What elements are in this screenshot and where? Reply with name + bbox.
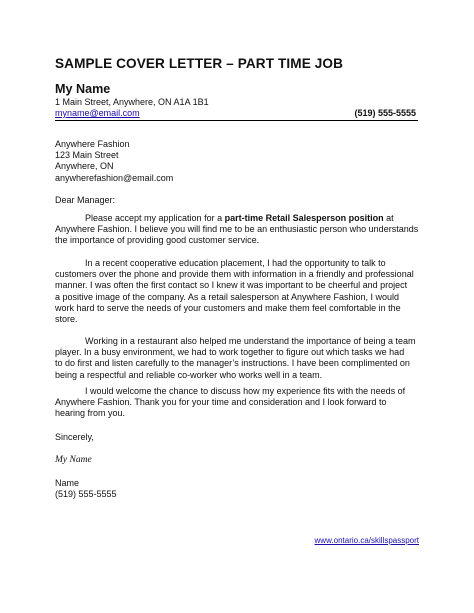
paragraph-text: at (383, 213, 394, 223)
salutation (55, 195, 427, 206)
paragraph-line: Anywhere Fashion. Thank you for your time and consideration and I look forward to (55, 397, 387, 408)
paragraph-line: manner. I was often the first contact so I knew it was important to be cheerful and project (55, 280, 408, 291)
paragraph-line: player. In a busy environment, we had to work together to figure out which tasks we had (55, 347, 405, 358)
sender-address: 1 Main Street, Anywhere, ON A1A 1B1 (55, 97, 209, 107)
recipient-email: anywherefashion@email.com (55, 172, 174, 183)
paragraph-text: Please accept my application for a (85, 213, 225, 223)
signature-phone: (519) 555-5555 (55, 489, 117, 500)
closing-text: Sincerely, (55, 432, 94, 442)
paragraph-line: hearing from you. (55, 408, 126, 419)
paragraph-4 (55, 386, 427, 420)
footer-link[interactable]: www.ontario.ca/skillspassport (314, 536, 419, 545)
salutation-text: Dear Manager: (55, 195, 116, 205)
recipient-city: Anywhere, ON (55, 161, 114, 172)
paragraph-line: to do first and listen carefully to the manager’s instructions. I have been complimented on (55, 358, 410, 369)
paragraph-line: In a recent cooperative education placement, I had the opportunity to talk to (85, 258, 386, 268)
document-title: SAMPLE COVER LETTER – PART TIME JOB (55, 56, 343, 71)
paragraph-line: a positive image of the company. As a retail salesperson at Anywhere Fashion, I would (55, 291, 400, 302)
paragraph-line: being a respectful and reliable co-worker who works well in a team. (55, 369, 323, 380)
paragraph-line: customers over the phone and provide them with information in a friendly and professional (55, 269, 414, 280)
paragraph-line: Anywhere Fashion. I believe you will find me to be an enthusiastic person who understands (55, 224, 419, 235)
recipient-street: 123 Main Street (55, 150, 119, 161)
sender-phone: (519) 555-5555 (354, 108, 416, 118)
paragraph-line: I would welcome the chance to discuss how my experience fits with the needs of (85, 386, 406, 396)
paragraph-1 (55, 213, 427, 247)
sender-email-link[interactable]: myname@email.com (55, 108, 140, 118)
signature-name: Name (55, 478, 80, 488)
paragraph-line: the importance of providing good customer service. (55, 235, 260, 246)
paragraph-line: work hard to serve the needs of your customers and make them feel comfortable in the (55, 302, 401, 313)
recipient-address-block (55, 139, 427, 184)
paragraph-3 (55, 336, 427, 381)
signature-block (55, 478, 427, 500)
paragraph-line (55, 213, 427, 224)
signature: My Name (55, 455, 92, 465)
sender-contact-row (55, 108, 418, 121)
closing (55, 432, 427, 443)
recipient-company: Anywhere Fashion (55, 139, 130, 149)
position-title: part-time Retail Salesperson position (224, 213, 384, 223)
sender-name: My Name (55, 82, 111, 96)
paragraph-line: Working in a restaurant also helped me understand the importance of being a team (85, 336, 416, 346)
paragraph-line: store. (55, 314, 78, 325)
paragraph-2 (55, 258, 427, 325)
